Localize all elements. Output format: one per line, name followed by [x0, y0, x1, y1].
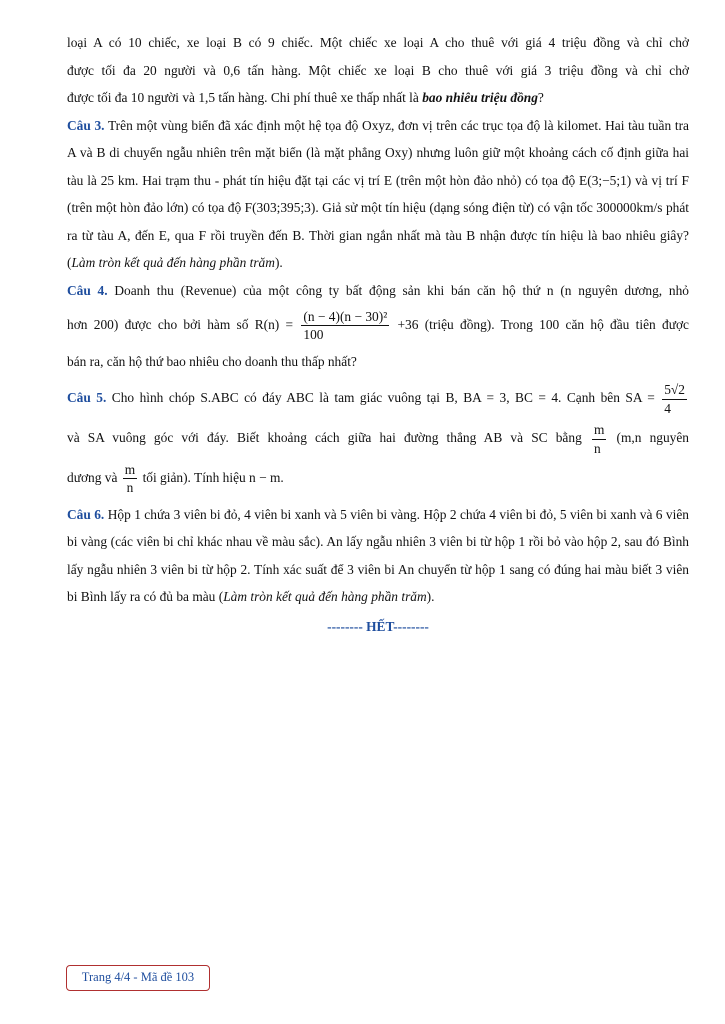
question-3-text: Trên một vùng biển đã xác định một hệ tọa độ Oxyz, đơn vị trên các trục tọa độ là kilomet. Hai tàu tuần tra A và B di chuyển ngẫu nhiên trên mặt biển (là mặt phẳng Oxy) nhưng luôn giữ một khoảng cách cố định giữa hai tàu là 25 km. Hai trạm thu - phát tín hiệu đặt tại các vị trí E (trên một hòn đảo nhỏ) có tọa độ E(3;−5;1) và vị trí F (trên một hòn đảo lớn) có tọa độ F(303;395;3). Giả sử một tín hiệu (dạng sóng điện từ) có vận tốc 300000km/s phát ra từ tàu A, đến E, qua F rồi truyền đến B. Thời gian ngắn nhất mà tàu B nhận được tín hiệu là bao nhiêu giây? ( [67, 117, 689, 270]
question-5-line-1 [67, 381, 689, 417]
question-4-text-1: Doanh thu (Revenue) của một công ty bất động sản khi bán căn hộ thứ n (n nguyên dương, nhỏ [107, 282, 689, 298]
question-4-label: Câu 4. [67, 282, 108, 298]
question-4-text-2: hơn 200) được cho bởi hàm số R(n) = [67, 317, 294, 332]
question-3-label: Câu 3. [67, 117, 105, 133]
end-mark: -------- HẾT-------- [327, 618, 429, 634]
mn-denominator-2: n [126, 480, 134, 496]
intro-line-3 [67, 84, 689, 112]
question-6-end: ). [426, 589, 435, 605]
question-4-text-3: +36 (triệu đồng). Trong 100 căn hộ đầu tiên được [397, 317, 689, 332]
mn-fraction [592, 421, 606, 457]
question-6 [67, 501, 689, 611]
mn-fraction-2 [123, 461, 137, 497]
question-6-label: Câu 6. [67, 506, 105, 522]
mn-numerator: m [592, 421, 606, 439]
revenue-fraction [301, 308, 389, 344]
sa-numerator: 5√2 [662, 381, 687, 399]
intro-line-3-text: được tối đa 10 người và 1,5 tấn hàng. Chi phí thuê xe thấp nhất là [67, 90, 423, 105]
question-3 [67, 112, 689, 277]
sa-fraction [662, 381, 687, 417]
question-5-text-1: Cho hình chóp S.ABC có đáy ABC là tam giác vuông tại B, BA = 3, BC = 4. Cạnh bên SA = [106, 390, 655, 406]
question-5-label: Câu 5. [67, 390, 107, 406]
question-6-text: Hộp 1 chứa 3 viên bi đỏ, 4 viên bi xanh và 5 viên bi vàng. Hộp 2 chứa 4 viên bi đỏ, 5 viên bi xanh và 6 viên bi vàng (các viên bi chỉ khác nhau về màu sắc). An lấy ngẫu nhiên 3 viên bi từ hộp 1 rồi bỏ vào hộp 2, sau đó Bình lấy ngẫu nhiên 3 viên bi từ hộp 2. Tính xác suất để 3 viên bi An chuyển từ hộp 1 sang có đúng hai màu biết 3 viên bi Bình lấy ra có đủ ba màu ( [67, 506, 689, 605]
intro-line-1: loại A có 10 chiếc, xe loại B có 9 chiếc. Một chiếc xe loại A cho thuê với giá 4 triệu đồng và chỉ chở [67, 35, 689, 50]
page-content [67, 29, 689, 640]
intro-line-3-end: ? [537, 90, 544, 105]
revenue-numerator: (n − 4)(n − 30)² [301, 308, 389, 326]
question-5-line-3 [67, 461, 689, 497]
question-5-text-4: dương và [67, 470, 118, 486]
question-5-text-5: tối giản). Tính hiệu n − m. [142, 470, 284, 486]
sa-denominator: 4 [664, 400, 671, 416]
intro-line-2: được tối đa 20 người và 0,6 tấn hàng. Một chiếc xe loại B cho thuê với giá 3 triệu đồng và chỉ chở [67, 62, 689, 78]
question-4-line-2 [67, 308, 689, 344]
question-5-line-2 [67, 421, 689, 457]
revenue-denominator: 100 [303, 327, 324, 343]
mn-numerator-2: m [123, 461, 137, 479]
mn-denominator: n [593, 440, 601, 456]
question-5-text-3: (m,n nguyên [616, 430, 689, 446]
question-4-line-3: bán ra, căn hộ thứ bao nhiêu cho doanh thu thấp nhất? [67, 353, 357, 369]
page-footer: Trang 4/4 - Mã đề 103 [66, 965, 210, 991]
intro-emphasis: bao nhiêu triệu đồng [422, 90, 538, 105]
question-6-note: Làm tròn kết quả đến hàng phần trăm [223, 589, 427, 605]
question-3-note: Làm tròn kết quả đến hàng phần trăm [71, 255, 275, 270]
question-4-line-1 [67, 277, 689, 305]
question-3-end: ). [274, 255, 283, 270]
question-5-text-2: và SA vuông góc với đáy. Biết khoảng cách giữa hai đường thẳng AB và SC bằng [67, 430, 582, 446]
